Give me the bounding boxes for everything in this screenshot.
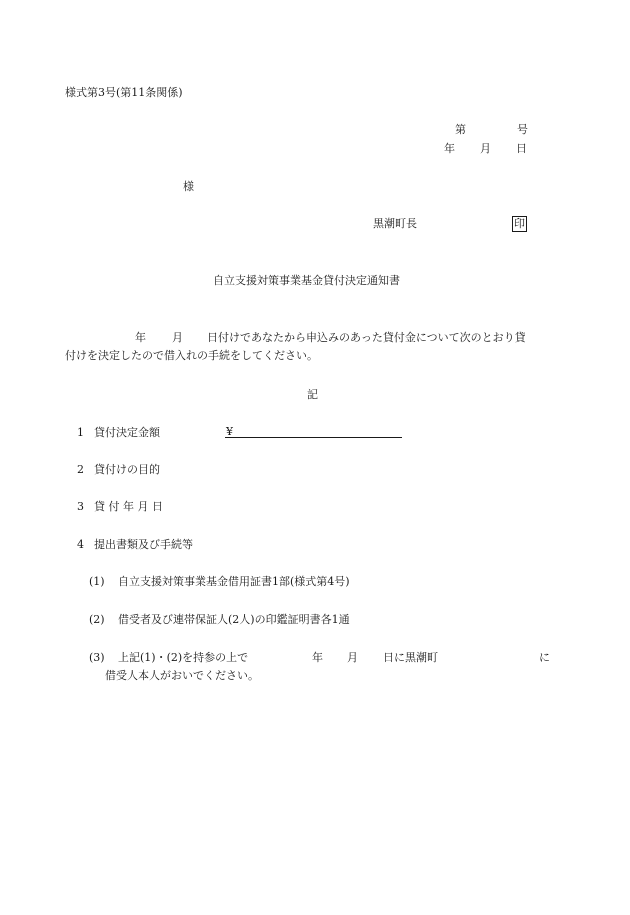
body-line1: 日付けであなたから申込みのあった貸付金について次のとおり貸 xyxy=(207,331,526,344)
body-year: 年 xyxy=(135,331,146,344)
subitem-3-text-c: に xyxy=(539,651,550,664)
item-3-num: 3 xyxy=(77,500,84,513)
item-4-label: 提出書類及び手続等 xyxy=(94,538,193,551)
subitem-1-text: 自立支援対策事業基金借用証書1部(様式第4号) xyxy=(118,575,350,588)
item-1-num: 1 xyxy=(77,426,84,439)
date-day: 日 xyxy=(516,142,527,155)
document-title: 自立支援対策事業基金貸付決定通知書 xyxy=(213,274,400,287)
subitem-2-text: 借受者及び連帯保証人(2人)の印鑑証明書各1通 xyxy=(118,613,350,626)
item-1-label: 貸付決定金額 xyxy=(94,426,160,439)
subitem-3-text-b: 日に黒潮町 xyxy=(383,651,438,664)
yen-sign: ¥ xyxy=(226,425,233,438)
subitem-3-year: 年 xyxy=(312,651,323,664)
subitem-3-month: 月 xyxy=(347,651,358,664)
seal-mark: 印 xyxy=(514,217,525,230)
form-label: 様式第3号(第11条関係) xyxy=(65,86,183,99)
body-month: 月 xyxy=(172,331,183,344)
subitem-2-num: (2) xyxy=(89,613,105,626)
subitem-1-num: (1) xyxy=(89,575,105,588)
seal-stamp xyxy=(512,216,527,232)
subitem-3-num: (3) xyxy=(89,651,105,664)
recipient-sama: 様 xyxy=(183,180,194,193)
ki-heading: 記 xyxy=(307,388,318,401)
number-go: 号 xyxy=(517,123,528,136)
issuer-title: 黒潮町長 xyxy=(373,217,417,230)
amount-field xyxy=(225,423,402,438)
item-2-num: 2 xyxy=(77,463,84,476)
item-4-num: 4 xyxy=(77,538,84,551)
subitem-3-line2: 借受人本人がおいでください。 xyxy=(105,669,259,682)
body-line2: 付けを決定したので借入れの手続をしてください。 xyxy=(65,349,318,362)
item-2-label: 貸付けの目的 xyxy=(94,463,160,476)
date-month: 月 xyxy=(480,142,491,155)
subitem-3-text-a: 上記(1)・(2)を持参の上で xyxy=(118,651,249,664)
date-year: 年 xyxy=(444,142,455,155)
item-3-label: 貸 付 年 月 日 xyxy=(94,500,163,513)
number-dai: 第 xyxy=(455,123,466,136)
